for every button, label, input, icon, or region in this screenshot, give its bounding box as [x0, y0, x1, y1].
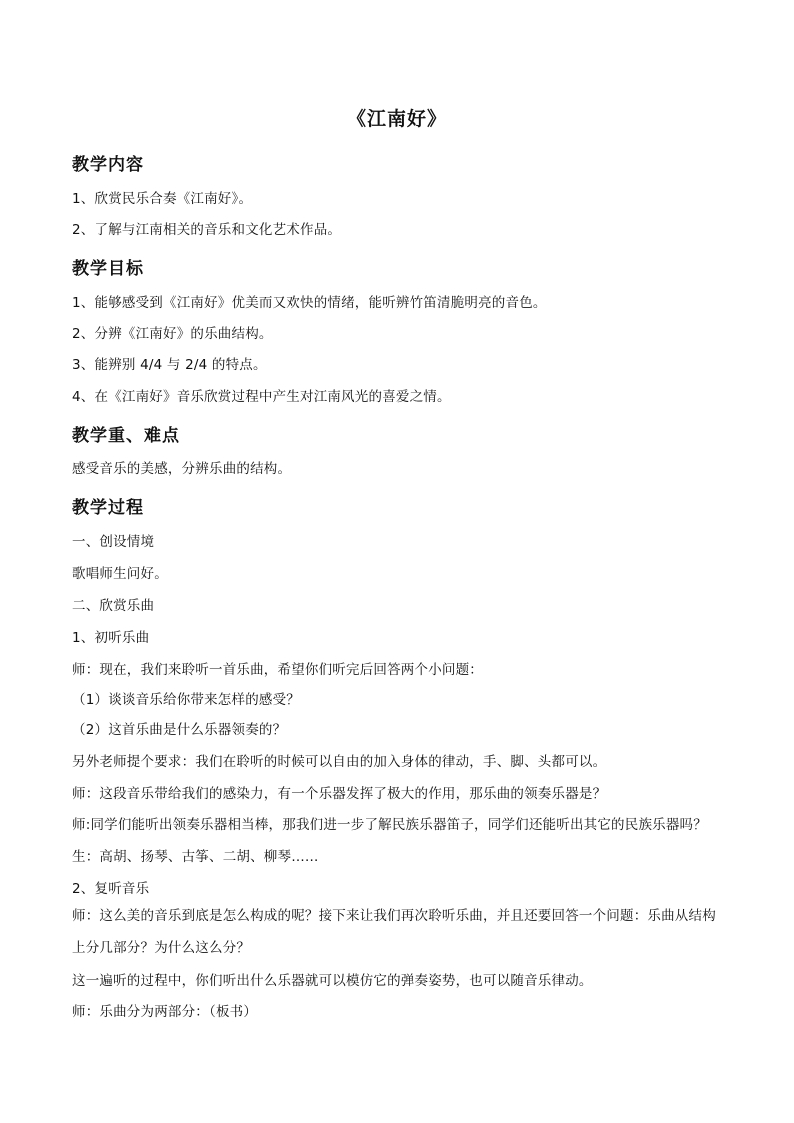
heading-teaching-process: 教学过程 — [72, 498, 144, 518]
content-item: 2、了解与江南相关的音乐和文化艺术作品。 — [72, 222, 342, 238]
process-line: 生：高胡、扬琴、古筝、二胡、柳琴…… — [72, 849, 319, 865]
process-step-title: 二、欣赏乐曲 — [72, 598, 155, 614]
process-line: 歌唱师生问好。 — [72, 566, 168, 582]
process-paragraph: 师：这么美的音乐到底是怎么构成的呢？接下来让我们再次聆听乐曲，并且还要回答一个问题：乐曲从结构上分几部分？为什么这么分？ — [72, 908, 716, 956]
process-line: 师:同学们能听出领奏乐器相当棒，那我们进一步了解民族乐器笛子，同学们还能听出其它的民族乐器吗？ — [72, 817, 707, 833]
process-line: 这一遍听的过程中，你们听出什么乐器就可以模仿它的弹奏姿势，也可以随音乐律动。 — [72, 973, 593, 989]
goal-item: 1、能够感受到《江南好》优美而又欢快的情绪，能听辨竹笛清脆明亮的音色。 — [72, 295, 547, 311]
process-step-title: 一、创设情境 — [72, 534, 155, 550]
heading-teaching-content: 教学内容 — [72, 155, 144, 175]
process-line: 师：现在，我们来聆听一首乐曲，希望你们听完后回答两个小问题： — [72, 662, 483, 678]
goal-item: 2、分辨《江南好》的乐曲结构。 — [72, 326, 273, 342]
key-point-item: 感受音乐的美感，分辨乐曲的结构。 — [72, 461, 292, 477]
process-question: （2）这首乐曲是什么乐器领奏的？ — [72, 722, 287, 738]
goal-item: 3、能辨别 4/4 与 2/4 的特点。 — [72, 357, 267, 373]
process-substep-title: 1、初听乐曲 — [72, 630, 150, 646]
process-question: （1）谈谈音乐给你带来怎样的感受？ — [72, 692, 300, 708]
content-item: 1、欣赏民乐合奏《江南好》。 — [72, 191, 253, 207]
process-line: 师：这段音乐带给我们的感染力，有一个乐器发挥了极大的作用，那乐曲的领奏乐器是？ — [72, 786, 607, 802]
process-line: 师：乐曲分为两部分：（板书） — [72, 1004, 258, 1020]
process-substep-title: 2、复听音乐 — [72, 881, 150, 897]
goal-item: 4、在《江南好》音乐欣赏过程中产生对江南风光的喜爱之情。 — [72, 389, 451, 405]
process-line: 另外老师提个要求：我们在聆听的时候可以自由的加入身体的律动，手、脚、头都可以。 — [72, 754, 607, 770]
heading-key-points: 教学重、难点 — [72, 426, 180, 446]
document-title: 《江南好》 — [346, 108, 447, 130]
heading-teaching-goals: 教学目标 — [72, 259, 144, 279]
